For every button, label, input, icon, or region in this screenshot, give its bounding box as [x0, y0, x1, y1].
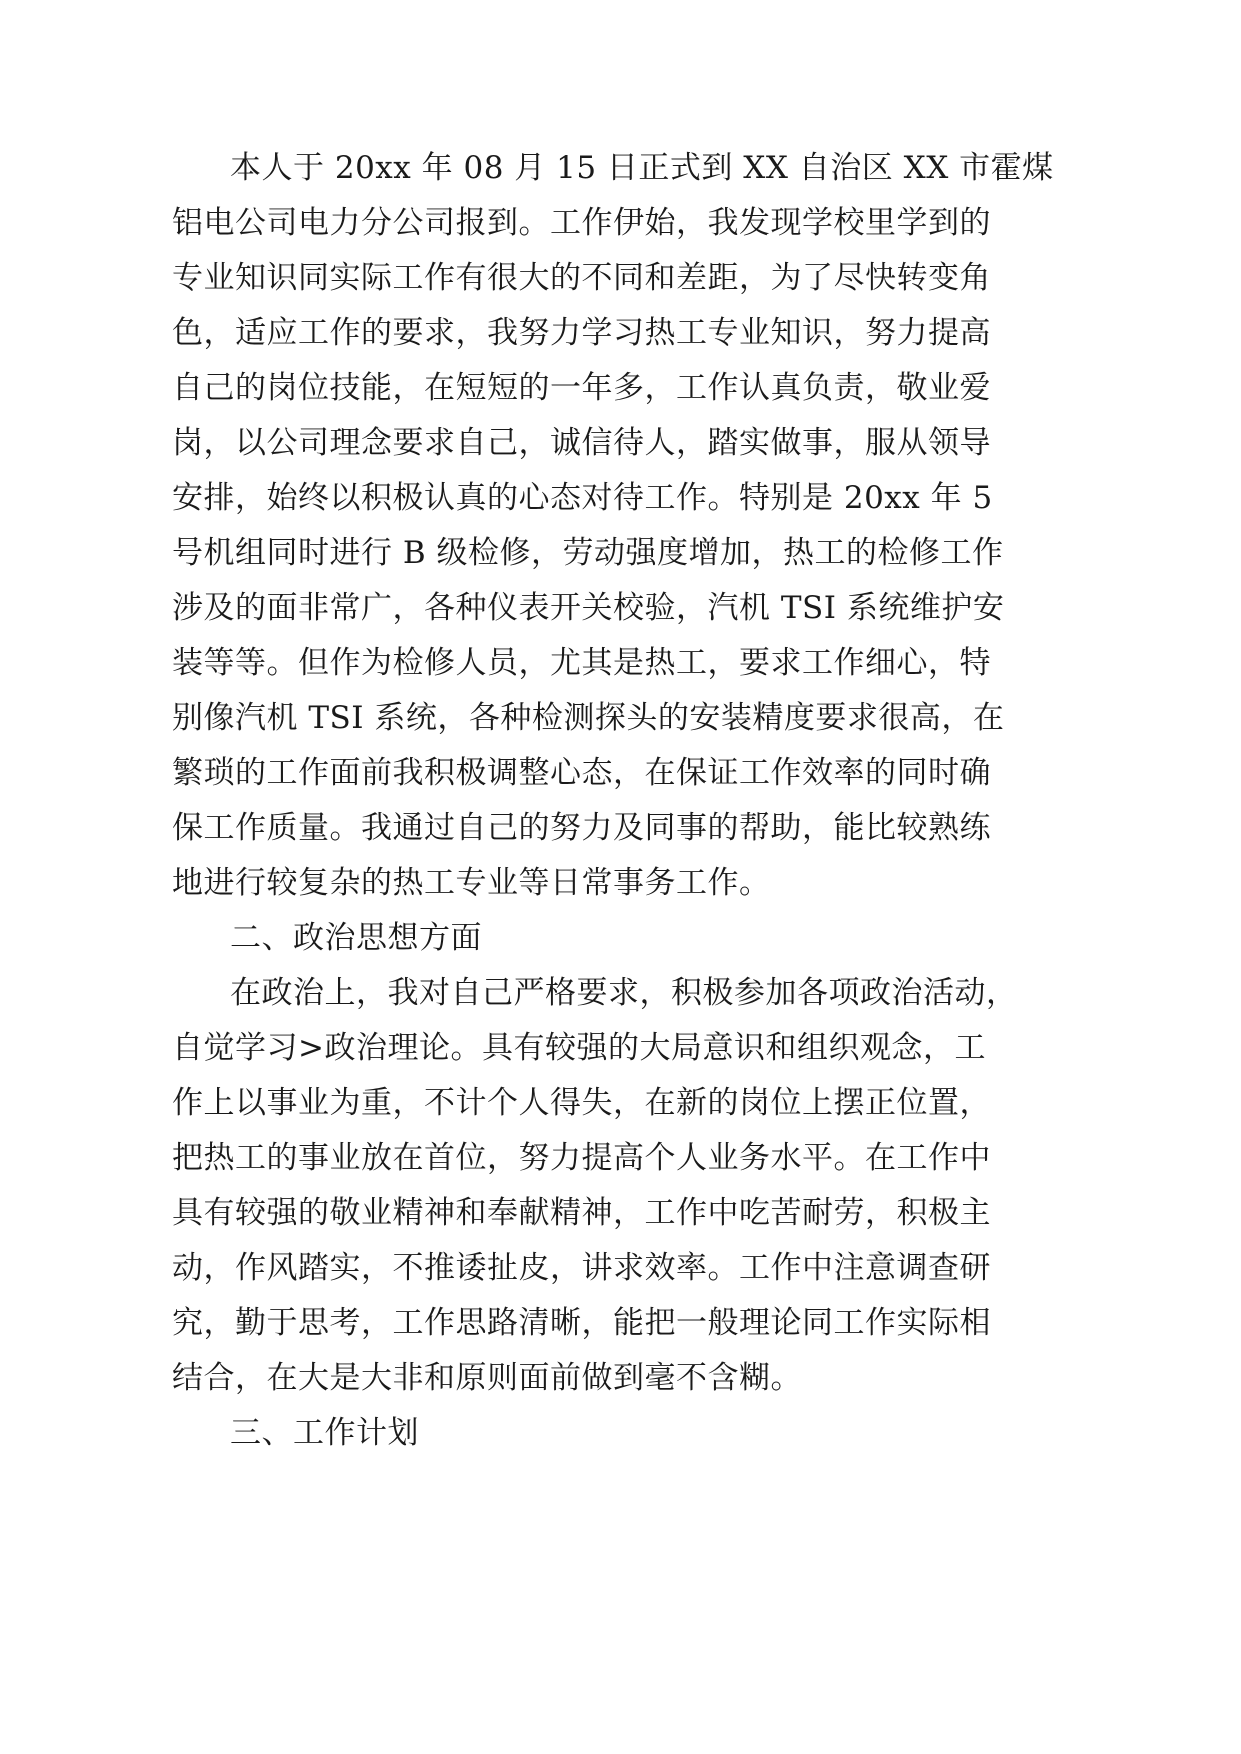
text-line: 本人于 20xx 年 08 月 15 日正式到 XX 自治区 XX 市霍煤 — [230, 150, 1054, 186]
text-line: 涉及的面非常广，各种仪表开关校验，汽机 TSI 系统维护安 — [172, 590, 1005, 626]
text-line: 铝电公司电力分公司报到。工作伊始，我发现学校里学到的 — [172, 205, 991, 241]
text-line: 色，适应工作的要求，我努力学习热工专业知识，努力提高 — [172, 315, 991, 351]
text-line: 结合，在大是大非和原则面前做到毫不含糊。 — [172, 1360, 802, 1396]
text-line: 专业知识同实际工作有很大的不同和差距，为了尽快转变角 — [172, 260, 991, 296]
text-line: 号机组同时进行 B 级检修，劳动强度增加，热工的检修工作 — [172, 535, 1004, 571]
text-line: 具有较强的敬业精神和奉献精神，工作中吃苦耐劳，积极主 — [172, 1195, 991, 1231]
section-heading: 二、政治思想方面 — [230, 920, 482, 956]
section-heading: 三、工作计划 — [230, 1415, 419, 1451]
text-line: 动，作风踏实，不推诿扯皮，讲求效率。工作中注意调查研 — [172, 1250, 991, 1286]
text-line: 把热工的事业放在首位，努力提高个人业务水平。在工作中 — [172, 1140, 991, 1176]
text-line: 岗，以公司理念要求自己，诚信待人，踏实做事，服从领导 — [172, 425, 991, 461]
text-line: 装等等。但作为检修人员，尤其是热工，要求工作细心，特 — [172, 645, 991, 681]
text-line: 作上以事业为重，不计个人得失，在新的岗位上摆正位置， — [172, 1085, 991, 1121]
text-line: 保工作质量。我通过自己的努力及同事的帮助，能比较熟练 — [172, 810, 991, 846]
text-line: 别像汽机 TSI 系统，各种检测探头的安装精度要求很高，在 — [172, 700, 1005, 736]
text-line: 地进行较复杂的热工专业等日常事务工作。 — [172, 865, 771, 901]
text-line: 安排，始终以积极认真的心态对待工作。特别是 20xx 年 5 — [172, 480, 993, 516]
text-line: 自己的岗位技能，在短短的一年多，工作认真负责，敬业爱 — [172, 370, 991, 406]
text-line: 繁琐的工作面前我积极调整心态，在保证工作效率的同时确 — [172, 755, 991, 791]
text-line: 在政治上，我对自己严格要求，积极参加各项政治活动， — [230, 975, 1018, 1011]
text-line: 自觉学习>政治理论。具有较强的大局意识和组织观念，工 — [172, 1030, 986, 1066]
text-line: 究，勤于思考，工作思路清晰，能把一般理论同工作实际相 — [172, 1305, 991, 1341]
